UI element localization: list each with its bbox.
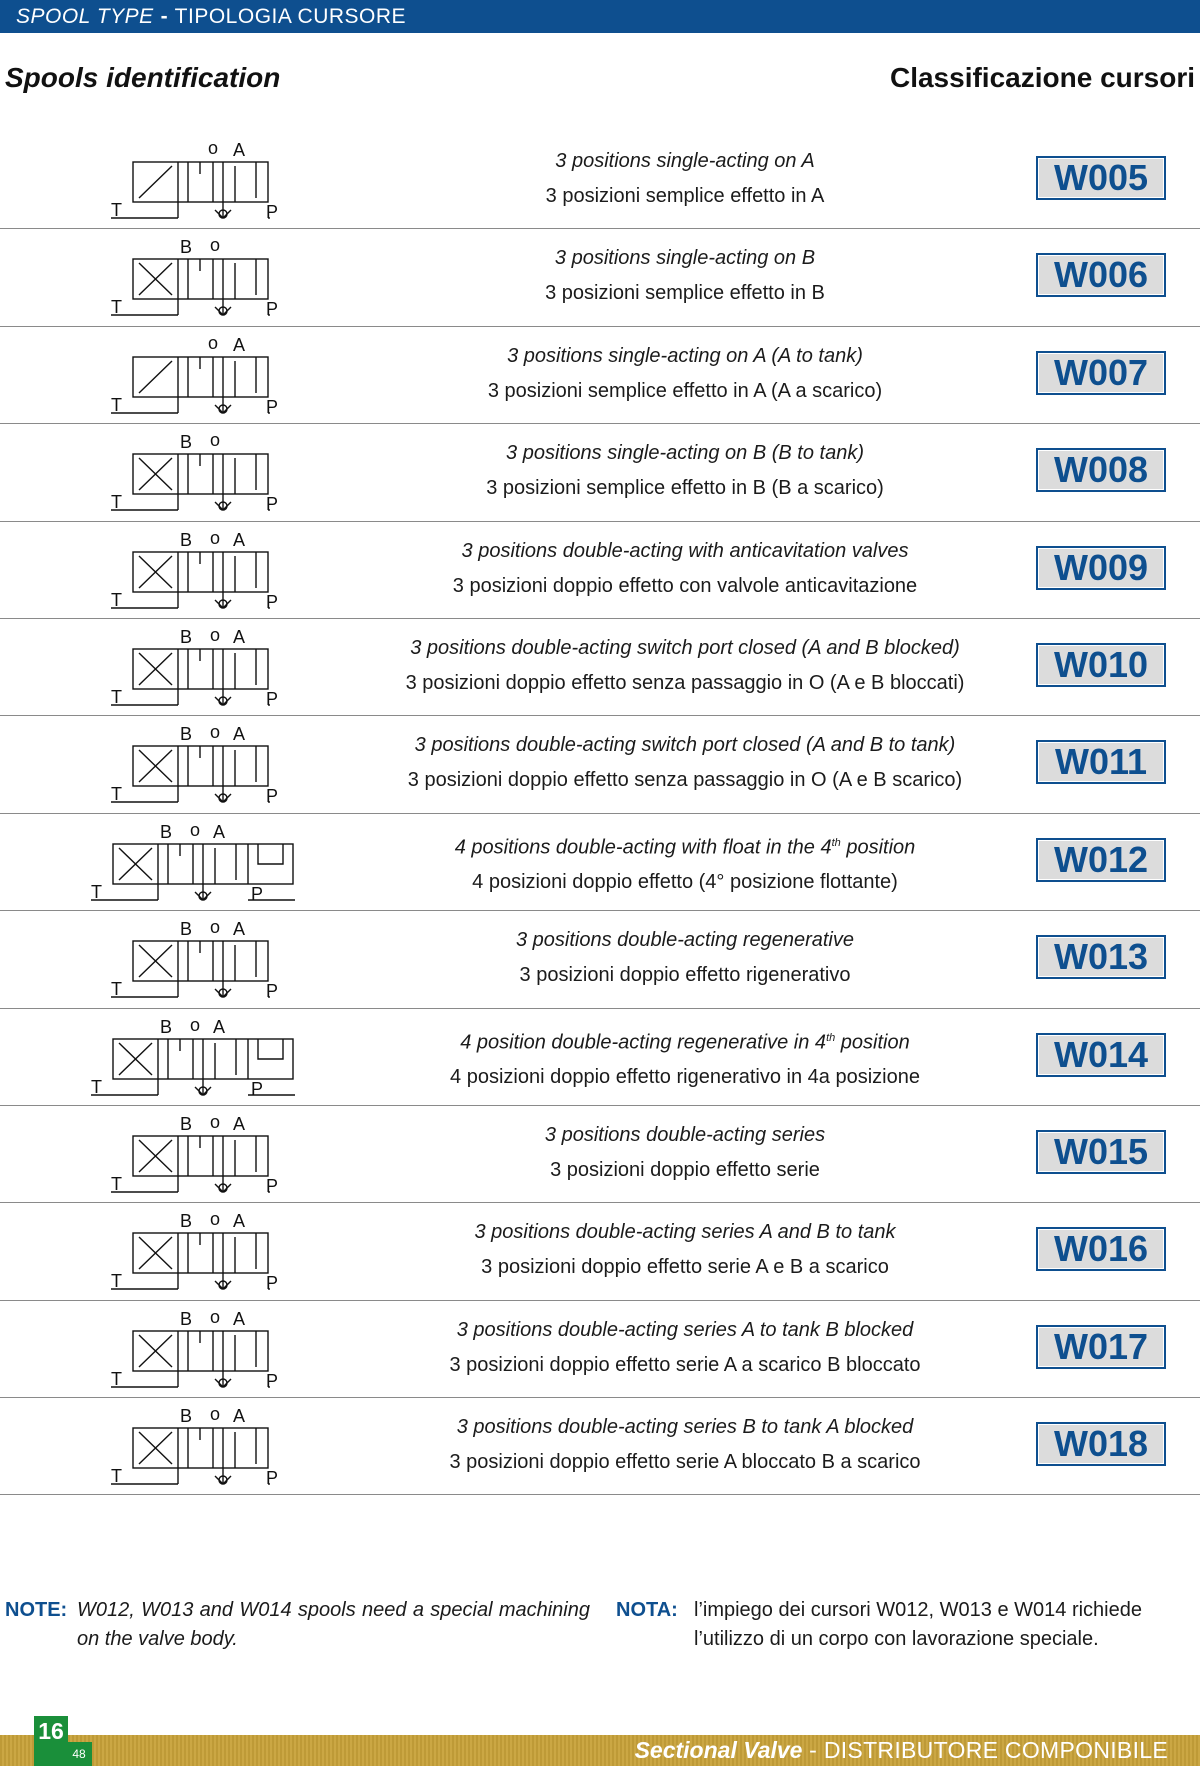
spool-description [340, 1410, 1030, 1480]
spool-description-it: 4 posizioni doppio effetto (4° posizione flottante) [472, 871, 898, 894]
spool-description [340, 923, 1030, 993]
spool-code-badge: W013 [1036, 935, 1166, 979]
spool-symbol-svg [95, 1307, 325, 1395]
spool-code-badge: W015 [1036, 1130, 1166, 1174]
port-o-label: o [210, 235, 221, 256]
spool-symbol-icon [95, 430, 325, 518]
spool-code-badge: W008 [1036, 448, 1166, 492]
spool-row [0, 1009, 1200, 1106]
spool-description-it: 3 posizioni doppio effetto serie [550, 1158, 820, 1181]
spool-row [0, 522, 1200, 619]
port-a-label: A [233, 529, 246, 550]
port-b-label: B [160, 821, 173, 842]
spool-description [340, 826, 1030, 901]
port-o-label: o [210, 1306, 221, 1327]
spool-row [0, 132, 1200, 229]
note-en-label: NOTE: [5, 1599, 68, 1621]
port-o-label: o [210, 722, 221, 743]
spool-description-it: 3 posizioni doppio effetto senza passaggio in O (A e B scarico) [407, 769, 963, 792]
footer-title-sep: - [802, 1737, 824, 1763]
spool-symbol-icon [95, 235, 325, 323]
spool-symbol-icon [95, 722, 325, 810]
spool-symbol-svg [95, 235, 325, 323]
header-title-en: SPOOL TYPE [16, 4, 154, 28]
port-a-label: A [233, 626, 246, 647]
spool-description-en [340, 1410, 1030, 1444]
spool-code-badge: W014 [1036, 1033, 1166, 1077]
spool-symbol-svg [91, 819, 325, 908]
spool-description-en-text: 3 positions single-acting on A (A to tank) [507, 344, 863, 367]
spool-description-en [340, 826, 1030, 865]
spool-description-en [340, 1215, 1030, 1249]
spool-code-badge: W012 [1036, 838, 1166, 882]
spool-description [340, 1215, 1030, 1285]
spool-description-it: 3 posizioni doppio effetto rigenerativo [519, 964, 851, 987]
spool-code-badge: W011 [1036, 740, 1166, 784]
header-separator: - [160, 4, 168, 28]
spool-description-en [340, 728, 1030, 762]
port-t-label: T [91, 1076, 102, 1097]
port-o-label: o [210, 624, 221, 645]
ordinal-suffix: th [831, 836, 841, 849]
spool-description-it: 3 posizioni doppio effetto senza passaggio in O (A e B bloccati) [405, 671, 965, 694]
port-p-label: P [266, 396, 279, 417]
spool-description [340, 728, 1030, 798]
port-b-label: B [180, 919, 193, 940]
port-a-label: A [213, 821, 226, 842]
spool-description [340, 241, 1030, 311]
spool-code-badge: W018 [1036, 1422, 1166, 1466]
port-o-label: o [208, 332, 219, 353]
spool-symbol-icon [95, 528, 325, 616]
spool-description-it: 3 posizioni doppio effetto serie A bloccato B a scarico [449, 1451, 921, 1474]
port-a-label: A [233, 919, 246, 940]
spool-symbol-svg [95, 1112, 325, 1200]
port-t-label: T [111, 589, 122, 610]
spool-symbol-icon [95, 1209, 325, 1297]
section-heading-it: Classificazione cursori [889, 62, 1195, 93]
port-a-label: A [213, 1016, 226, 1037]
page-number: 16 [38, 1718, 64, 1744]
port-b-label: B [180, 1211, 193, 1232]
spool-description-en-text: 4 position double-acting regenerative in 4 [460, 1031, 827, 1054]
spool-symbol-svg [95, 625, 325, 713]
spool-description-it: 3 posizioni doppio effetto serie A a scarico B bloccato [449, 1353, 921, 1376]
spool-description-it: 3 posizioni semplice effetto in B (B a scarico) [486, 477, 884, 500]
note-it [616, 1596, 1200, 1654]
port-t-label: T [111, 1368, 122, 1389]
spool-description [340, 1021, 1030, 1096]
spool-description [340, 436, 1030, 506]
spool-description [340, 1118, 1030, 1188]
spool-code-badge: W010 [1036, 643, 1166, 687]
port-a-label: A [233, 1308, 246, 1329]
spool-symbol-svg [95, 722, 325, 810]
port-b-label: B [180, 432, 193, 453]
spool-description-en-text: 3 positions double-acting series A and B to tank [474, 1221, 896, 1244]
spool-description-it: 3 posizioni doppio effetto serie A e B a scarico [481, 1256, 889, 1279]
spool-description-en-tail: position [835, 1031, 910, 1054]
port-b-label: B [180, 1308, 193, 1329]
spool-code-badge: W007 [1036, 351, 1166, 395]
spool-description-en-text: 3 positions single-acting on A [555, 150, 815, 172]
spool-table [0, 132, 1200, 1495]
spool-description-en [340, 1021, 1030, 1060]
port-b-label: B [180, 1113, 193, 1134]
spool-code-badge: W005 [1036, 156, 1166, 200]
spool-symbol-icon [95, 1307, 325, 1395]
header-title-it: TIPOLOGIA CURSORE [174, 4, 407, 28]
port-b-label: B [180, 529, 193, 550]
port-p-label: P [266, 299, 279, 320]
port-o-label: o [208, 138, 219, 158]
port-t-label: T [111, 492, 122, 513]
sub-page-number: 48 [66, 1742, 92, 1766]
port-t-label: T [111, 1466, 122, 1487]
spool-symbol-icon [91, 1014, 325, 1103]
spool-code-badge: W006 [1036, 253, 1166, 297]
spool-description-en [340, 1313, 1030, 1347]
spool-description-en-text: 3 positions double-acting series [544, 1123, 826, 1146]
spool-symbol-icon [91, 819, 325, 908]
port-t-label: T [111, 394, 122, 415]
port-o-label: o [210, 527, 221, 548]
port-t-label: T [111, 1173, 122, 1194]
port-p-label: P [266, 1273, 279, 1294]
spool-row [0, 1106, 1200, 1203]
spool-symbol-svg [95, 333, 325, 421]
spool-description [340, 534, 1030, 604]
note-it-text: l’impiego dei cursori W012, W013 e W014 richiede l’utilizzo di un corpo con lavorazione speciale. [694, 1599, 1142, 1650]
spool-description-en-tail: position [840, 836, 916, 859]
spool-description-en-text: 3 positions double-acting series A to tank B blocked [456, 1318, 914, 1341]
port-a-label: A [233, 724, 246, 745]
spool-row [0, 229, 1200, 326]
port-t-label: T [111, 200, 122, 220]
spool-description-en-text: 4 positions double-acting with float in the 4 [454, 836, 832, 859]
spool-row [0, 619, 1200, 716]
spool-symbol-svg [95, 528, 325, 616]
footer-title-rest: DISTRIBUTORE COMPONIBILE [823, 1737, 1168, 1763]
spool-symbol-icon [95, 1404, 325, 1492]
port-p-label: P [251, 1078, 264, 1099]
port-p-label: P [251, 883, 264, 904]
port-p-label: P [266, 1175, 279, 1196]
spool-symbol-icon [95, 1112, 325, 1200]
port-b-label: B [180, 1406, 193, 1427]
spool-row [0, 716, 1200, 813]
spool-symbol-svg [91, 1014, 325, 1103]
port-a-label: A [233, 1211, 246, 1232]
spool-description-en [340, 339, 1030, 373]
spool-code-badge: W016 [1036, 1227, 1166, 1271]
spool-description-en [340, 436, 1030, 470]
note-en [5, 1596, 590, 1654]
spool-description-it: 3 posizioni semplice effetto in B [545, 282, 825, 305]
spool-row [0, 424, 1200, 521]
port-o-label: o [190, 819, 201, 840]
spool-symbol-svg [95, 917, 325, 1005]
spool-row [0, 1301, 1200, 1398]
spool-description-en-text: 3 positions double-acting switch port closed (A and B blocked) [410, 636, 960, 659]
port-t-label: T [111, 297, 122, 318]
port-p-label: P [266, 981, 279, 1002]
footer-title-bold: Sectional Valve [634, 1737, 803, 1763]
spool-description-en-text: 3 positions double-acting regenerative [516, 929, 854, 952]
spool-symbol-svg [95, 430, 325, 518]
spool-symbol-svg [95, 1404, 325, 1492]
port-t-label: T [111, 686, 122, 707]
ordinal-suffix: th [826, 1031, 836, 1044]
spool-description [340, 339, 1030, 409]
spool-description-en [340, 631, 1030, 665]
spool-description-en [340, 241, 1030, 275]
spool-symbol-icon [95, 625, 325, 713]
spool-symbol-icon [95, 917, 325, 1005]
spool-description-en [340, 923, 1030, 957]
port-b-label: B [180, 626, 193, 647]
port-t-label: T [111, 979, 122, 1000]
spool-description-it: 3 posizioni semplice effetto in A [545, 185, 825, 207]
spool-symbol-svg [95, 1209, 325, 1297]
port-p-label: P [266, 688, 279, 709]
port-o-label: o [210, 917, 221, 938]
spool-symbol-icon [95, 333, 325, 421]
spool-row [0, 814, 1200, 911]
port-b-label: B [180, 724, 193, 745]
spool-description-en [340, 144, 1030, 178]
spool-description [340, 144, 1030, 214]
spool-code-badge: W017 [1036, 1325, 1166, 1369]
spool-symbol-icon [95, 138, 325, 226]
port-p-label: P [266, 1370, 279, 1391]
spool-row [0, 1398, 1200, 1495]
port-a-label: A [233, 334, 246, 355]
spool-row [0, 911, 1200, 1008]
spool-description-en [340, 534, 1030, 568]
spool-description-en-text: 3 positions double-acting switch port closed (A and B to tank) [414, 734, 956, 757]
spool-description [340, 631, 1030, 701]
spool-description-it: 4 posizioni doppio effetto rigenerativo in 4a posizione [450, 1066, 920, 1089]
port-p-label: P [266, 494, 279, 515]
spool-description-en-text: 3 positions double-acting series B to tank A blocked [456, 1416, 914, 1439]
port-o-label: o [210, 1111, 221, 1132]
spool-description-it: 3 posizioni semplice effetto in A (A a scarico) [487, 379, 883, 402]
port-o-label: o [210, 1404, 221, 1425]
spool-symbol-svg [95, 138, 325, 226]
spool-description [340, 1313, 1030, 1383]
note-it-label: NOTA: [616, 1599, 678, 1621]
port-p-label: P [266, 202, 279, 222]
spool-description-it: 3 posizioni doppio effetto con valvole anticavitazione [452, 574, 918, 597]
note-en-text: W012, W013 and W014 spools need a special machining on the valve body. [77, 1599, 590, 1650]
port-t-label: T [111, 784, 122, 805]
port-b-label: B [180, 237, 193, 258]
port-t-label: T [91, 881, 102, 902]
footer-title [635, 1737, 1168, 1764]
port-p-label: P [266, 1468, 279, 1489]
spool-row [0, 327, 1200, 424]
port-p-label: P [266, 591, 279, 612]
page-header-bar [0, 0, 1200, 33]
port-a-label: A [233, 1113, 246, 1134]
port-p-label: P [266, 786, 279, 807]
port-o-label: o [190, 1014, 201, 1035]
port-o-label: o [210, 1209, 221, 1230]
port-t-label: T [111, 1271, 122, 1292]
port-b-label: B [160, 1016, 173, 1037]
port-a-label: A [233, 1406, 246, 1427]
port-o-label: o [210, 430, 221, 451]
port-a-label: A [233, 140, 246, 160]
spool-code-badge: W009 [1036, 546, 1166, 590]
spool-description-en [340, 1118, 1030, 1152]
spool-row [0, 1203, 1200, 1300]
spool-description-en-text: 3 positions single-acting on B (B to tank) [506, 442, 864, 465]
spool-description-en-text: 3 positions double-acting with anticavitation valves [461, 539, 909, 562]
spool-description-en-text: 3 positions single-acting on B [554, 247, 816, 270]
section-heading-en: Spools identification [5, 62, 281, 93]
